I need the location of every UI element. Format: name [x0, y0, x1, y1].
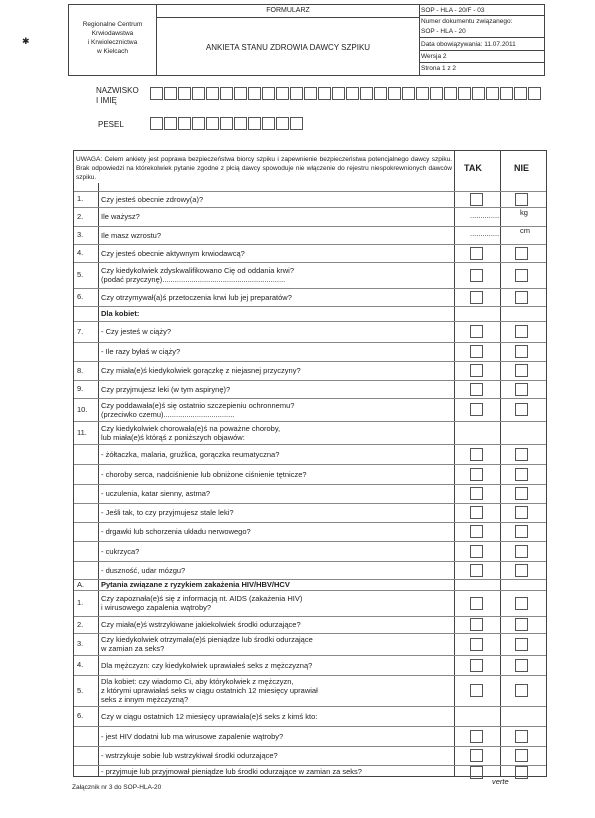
question-row [74, 706, 546, 726]
row-divider [74, 207, 546, 208]
question-number: 8. [77, 365, 84, 375]
question-text-line: Czy otrzymywał(a)ś przetoczenia krwi lub jej preparatów? [101, 292, 292, 302]
pesel-char-box[interactable] [150, 117, 163, 130]
row-divider [74, 633, 546, 634]
yes-checkbox[interactable] [470, 247, 483, 260]
yes-checkbox[interactable] [470, 506, 483, 519]
yes-checkbox[interactable] [470, 269, 483, 282]
question-text-line: - choroby serca, nadciśnienie lub obniżone ciśnienie tętnicze? [101, 469, 307, 479]
document-header [68, 4, 545, 76]
row-divider [74, 484, 546, 485]
name-char-box[interactable] [528, 87, 541, 100]
name-char-box[interactable] [276, 87, 289, 100]
no-checkbox[interactable] [515, 487, 528, 500]
row-divider [74, 746, 546, 747]
question-row [74, 655, 546, 675]
name-char-box[interactable] [332, 87, 345, 100]
pesel-char-box[interactable] [164, 117, 177, 130]
row-divider [74, 444, 546, 445]
question-row [74, 561, 546, 579]
pesel-char-box[interactable] [262, 117, 275, 130]
name-char-box[interactable] [514, 87, 527, 100]
row-divider [74, 380, 546, 381]
row-divider [74, 191, 546, 192]
question-row [74, 306, 546, 321]
question-text-line: - jest HIV dodatni lub ma wirusowe zapalenie wątroby? [101, 731, 284, 741]
question-text [101, 767, 362, 776]
question-row [74, 675, 546, 706]
question-number: 10. [77, 404, 88, 414]
yes-checkbox[interactable] [470, 749, 483, 762]
question-text [101, 385, 230, 394]
pesel-label: PESEL [98, 120, 124, 129]
name-char-box[interactable] [318, 87, 331, 100]
pesel-input-boxes[interactable] [150, 117, 304, 130]
row-divider [74, 226, 546, 227]
form-type: FORMULARZ [157, 5, 419, 18]
question-number: 3. [77, 639, 84, 648]
question-text [101, 327, 171, 336]
row-divider [74, 342, 546, 343]
question-text [101, 347, 180, 356]
row-divider [74, 590, 546, 591]
question-row [74, 484, 546, 503]
question-text-line: Ile masz wzrostu? [101, 230, 162, 240]
question-number: 4. [77, 248, 84, 257]
yes-checkbox[interactable] [470, 403, 483, 416]
question-text-line: Dla mężczyzn: czy kiedykolwiek uprawiałeś seks z mężczyzną? [101, 660, 313, 670]
name-char-box[interactable] [248, 87, 261, 100]
question-row [74, 321, 546, 342]
question-row [74, 288, 546, 306]
question-text [101, 547, 139, 556]
pesel-char-box[interactable] [234, 117, 247, 130]
no-checkbox[interactable] [515, 364, 528, 377]
question-text-line: - Czy jesteś w ciąży? [101, 327, 172, 336]
no-checkbox[interactable] [515, 684, 528, 697]
pesel-char-box[interactable] [178, 117, 191, 130]
question-row [74, 590, 546, 616]
question-number: 2. [77, 211, 84, 221]
yes-checkbox[interactable] [470, 487, 483, 500]
question-text [101, 712, 317, 721]
question-text [101, 195, 203, 204]
row-divider [74, 541, 546, 542]
question-text-line: - uczulenia, katar sienny, astma? [101, 489, 211, 498]
row-divider [74, 561, 546, 562]
pesel-char-box[interactable] [276, 117, 289, 130]
answer-line[interactable]: .............. [470, 229, 500, 238]
question-text-line: w zamian za seks? [101, 644, 165, 653]
pesel-char-box[interactable] [220, 117, 233, 130]
no-checkbox[interactable] [515, 618, 528, 631]
name-char-box[interactable] [458, 87, 471, 100]
question-row [74, 765, 546, 778]
questionnaire-table [73, 150, 547, 777]
question-text-line: Pytania związane z ryzykiem zakażenia HIV/HBV/HCV [101, 580, 290, 589]
question-text-line: (podać przyczynę)........................................................... [101, 275, 286, 284]
question-text [101, 401, 294, 419]
question-text [101, 580, 290, 589]
pesel-char-box[interactable] [192, 117, 205, 130]
question-row [74, 726, 546, 746]
no-checkbox[interactable] [515, 269, 528, 282]
question-row [74, 579, 546, 590]
question-text [101, 566, 185, 575]
row-divider [74, 262, 546, 263]
question-text [101, 732, 283, 741]
question-number: 11. [77, 427, 87, 437]
yes-checkbox[interactable] [470, 564, 483, 577]
question-row [74, 342, 546, 361]
yes-checkbox[interactable] [470, 545, 483, 558]
name-char-box[interactable] [360, 87, 373, 100]
question-text [101, 677, 318, 704]
question-text [101, 309, 139, 318]
question-number: 3. [77, 230, 84, 239]
question-text [101, 231, 161, 240]
no-checkbox[interactable] [515, 468, 528, 481]
name-char-box[interactable] [220, 87, 233, 100]
no-checkbox[interactable] [515, 545, 528, 558]
unit-label: cm [520, 226, 530, 235]
yes-checkbox[interactable] [470, 291, 483, 304]
row-divider [74, 726, 546, 727]
yes-checkbox[interactable] [470, 730, 483, 743]
name-char-box[interactable] [150, 87, 163, 100]
name-char-box[interactable] [500, 87, 513, 100]
no-checkbox[interactable] [515, 383, 528, 396]
scan-mark: ✱ [22, 36, 30, 46]
no-checkbox[interactable] [515, 749, 528, 762]
column-no-header: NIE [514, 163, 530, 173]
yes-checkbox[interactable] [470, 618, 483, 631]
question-text [101, 594, 302, 612]
question-text-line: Ile ważysz? [101, 212, 140, 221]
question-text-line: - duszność, udar mózgu? [101, 565, 186, 575]
question-text-line: Dla kobiet: czy wiadomo Ci, aby którykolwiek z mężczyzn, [101, 677, 294, 686]
row-divider [74, 321, 546, 322]
row-divider [74, 464, 546, 465]
question-number: 6. [77, 292, 84, 301]
no-checkbox[interactable] [515, 638, 528, 651]
name-char-box[interactable] [262, 87, 275, 100]
question-row [74, 633, 546, 655]
question-text-line: z którymi uprawiałaś seks w ciągu ostatnich 12 miesięcy uprawiał [101, 686, 318, 695]
question-text-line: Czy kiedykolwiek chorowała(e)ś na poważne choroby, [101, 423, 281, 433]
question-row [74, 541, 546, 561]
yes-checkbox[interactable] [470, 684, 483, 697]
name-char-box[interactable] [430, 87, 443, 100]
yes-checkbox[interactable] [470, 638, 483, 651]
question-text-line: - Ile razy byłaś w ciąży? [101, 347, 181, 356]
column-yes-header: TAK [464, 163, 482, 173]
question-text-line: - cukrzyca? [101, 546, 140, 556]
no-checkbox[interactable] [515, 506, 528, 519]
question-text-line: Czy przyjmujesz leki (w tym aspirynę)? [101, 384, 231, 394]
pesel-char-box[interactable] [248, 117, 261, 130]
question-row [74, 503, 546, 522]
answer-line[interactable]: .............. [470, 210, 500, 220]
no-checkbox[interactable] [515, 659, 528, 672]
name-char-box[interactable] [486, 87, 499, 100]
yes-checkbox[interactable] [470, 364, 483, 377]
yes-checkbox[interactable] [470, 193, 483, 206]
name-char-box[interactable] [290, 87, 303, 100]
row-divider [74, 655, 546, 656]
question-number: 9. [77, 384, 84, 393]
question-text [101, 508, 234, 517]
name-char-box[interactable] [402, 87, 415, 100]
name-char-box[interactable] [206, 87, 219, 100]
name-char-box[interactable] [164, 87, 177, 100]
row-divider [74, 675, 546, 676]
question-number: 4. [77, 660, 84, 669]
no-checkbox[interactable] [515, 448, 528, 461]
no-checkbox[interactable] [515, 345, 528, 358]
pesel-char-box[interactable] [290, 117, 303, 130]
name-char-box[interactable] [346, 87, 359, 100]
no-checkbox[interactable] [515, 403, 528, 416]
row-divider [74, 579, 546, 580]
question-number: 5. [77, 685, 84, 695]
question-text [101, 751, 278, 760]
yes-checkbox[interactable] [470, 659, 483, 672]
name-char-box[interactable] [388, 87, 401, 100]
question-text [101, 266, 294, 284]
document-title: ANKIETA STANU ZDROWIA DAWCY SZPIKU [205, 43, 371, 52]
question-text-line: Czy zapoznała(e)ś się z informacją nt. AIDS (zakażenia HIV) [101, 594, 303, 603]
question-text-line: (przeciwko czemu).................................. [101, 409, 235, 419]
row-divider [74, 503, 546, 504]
question-text-line: Czy jesteś obecnie zdrowy(a)? [101, 194, 204, 204]
name-char-box[interactable] [234, 87, 247, 100]
no-checkbox[interactable] [515, 247, 528, 260]
question-row [74, 398, 546, 421]
question-text-line: Czy miała(e)ś kiedykolwiek gorączkę z niejasnej przyczyny? [101, 366, 301, 375]
question-text [101, 450, 279, 459]
question-text [101, 366, 301, 375]
row-divider [74, 244, 546, 245]
document-meta: SOP - HLA - 20/F - 03 Numer dokumentu związanego: SOP - HLA - 20 Data obowiązywania: 11.07.2011 Wersja 2 Strona 1 z 2 [419, 5, 544, 75]
no-checkbox[interactable] [515, 525, 528, 538]
no-checkbox[interactable] [515, 730, 528, 743]
name-char-box[interactable] [444, 87, 457, 100]
yes-checkbox[interactable] [470, 345, 483, 358]
question-text-line: i wirusowego zapalenia wątroby? [101, 603, 212, 612]
question-text-line: lub miała(e)ś którąś z poniższych objawów: [101, 432, 245, 442]
name-char-box[interactable] [374, 87, 387, 100]
no-checkbox[interactable] [515, 766, 528, 779]
question-row [74, 444, 546, 464]
name-char-box[interactable] [416, 87, 429, 100]
question-row [74, 244, 546, 262]
question-text-line: - wstrzykuje sobie lub wstrzykiwał środki odurzające? [101, 751, 278, 760]
question-text [101, 470, 307, 479]
question-number: 1. [77, 194, 84, 203]
question-text-line: - żółtaczka, malaria, grużlica, gorączka reumatyczna? [101, 449, 280, 459]
name-input-boxes[interactable] [150, 87, 542, 100]
question-text [101, 635, 313, 653]
name-char-box[interactable] [472, 87, 485, 100]
question-row [74, 191, 546, 207]
yes-checkbox[interactable] [470, 525, 483, 538]
question-text-line: Czy kiedykolwiek otrzymała(e)ś pieniądze lub środki odurzające [101, 635, 313, 644]
question-text [101, 620, 301, 629]
question-text-line: Dla kobiet: [101, 309, 140, 318]
row-divider [74, 765, 546, 766]
row-divider [74, 306, 546, 307]
row-divider [74, 421, 546, 422]
question-text-line: - przyjmuje lub przyjmował pieniądze lub środki odurzające w zamian za seks? [101, 767, 362, 776]
question-text [101, 212, 140, 221]
yes-checkbox[interactable] [470, 325, 483, 338]
no-checkbox[interactable] [515, 193, 528, 206]
question-text [101, 424, 280, 442]
no-checkbox[interactable] [515, 564, 528, 577]
question-text [101, 293, 292, 302]
question-row [74, 616, 546, 633]
row-divider [74, 361, 546, 362]
question-text-line: Czy kiedykolwiek zdyskwalifikowano Cię od oddania krwi? [101, 266, 295, 275]
yes-checkbox[interactable] [470, 766, 483, 779]
pesel-char-box[interactable] [206, 117, 219, 130]
question-text-line: Czy w ciągu ostatnich 12 miesięcy uprawiała(e)ś seks z kimś kto: [101, 711, 318, 721]
question-row [74, 746, 546, 765]
name-char-box[interactable] [192, 87, 205, 100]
row-divider [74, 706, 546, 707]
question-row [74, 207, 546, 226]
unit-label: kg [520, 207, 528, 217]
name-label: NAZWISKO I IMIĘ [96, 86, 139, 105]
question-number: 5. [77, 270, 84, 279]
no-checkbox[interactable] [515, 597, 528, 610]
row-divider [74, 616, 546, 617]
question-text-line: Czy jesteś obecnie aktywnym krwiodawcą? [101, 248, 245, 258]
attachment-note: Załącznik nr 3 do SOP-HLA-20 [72, 784, 162, 791]
question-row [74, 226, 546, 244]
no-checkbox[interactable] [515, 325, 528, 338]
name-char-box[interactable] [178, 87, 191, 100]
question-text-line: Czy poddawała(e)ś się ostatnio szczepieniu ochronnemu? [101, 400, 295, 410]
question-text-line: - drgawki lub schorzenia układu nerwowego? [101, 527, 251, 536]
question-number: 1. [77, 598, 84, 607]
row-divider [74, 288, 546, 289]
yes-checkbox[interactable] [470, 383, 483, 396]
yes-checkbox[interactable] [470, 468, 483, 481]
question-text-line: - Jeśli tak, to czy przyjmujesz stale leki? [101, 508, 234, 517]
question-text-line: seks z innym mężczyzną? [101, 695, 189, 704]
yes-checkbox[interactable] [470, 597, 483, 610]
question-text-line: Czy miała(e)ś wstrzykiwane jakiekolwiek środki odurzające? [101, 620, 301, 629]
row-divider [74, 398, 546, 399]
question-row [74, 421, 546, 444]
question-row [74, 522, 546, 541]
question-text [101, 661, 312, 670]
question-number: A. [77, 579, 85, 589]
no-checkbox[interactable] [515, 291, 528, 304]
yes-checkbox[interactable] [470, 448, 483, 461]
question-number: 7. [77, 326, 84, 336]
question-text [101, 489, 210, 498]
continued-note: verte [492, 777, 509, 786]
question-number: 2. [77, 619, 84, 629]
row-divider [74, 522, 546, 523]
question-row [74, 361, 546, 380]
question-text [101, 249, 245, 258]
question-text [101, 527, 251, 536]
question-row [74, 262, 546, 288]
notice-text: UWAGA: Celem ankiety jest poprawa bezpieczeństwa biorcy szpiku i zapewnienie bezpieczeństwa potencjalnego dawcy szpiku. Brak odpowiedzi na którekolwiek pytanie zgodne z płcią dawcy spowoduje nie włączenie do rejestru niespokrewnionych dawców szpiku. [76, 156, 452, 181]
question-row [74, 464, 546, 484]
question-row [74, 380, 546, 398]
question-number: 6. [77, 711, 84, 720]
name-char-box[interactable] [304, 87, 317, 100]
organization-name: Regionalne Centrum Krwiodawstwa i Krwiolecznictwa w Kielcach [69, 5, 157, 75]
